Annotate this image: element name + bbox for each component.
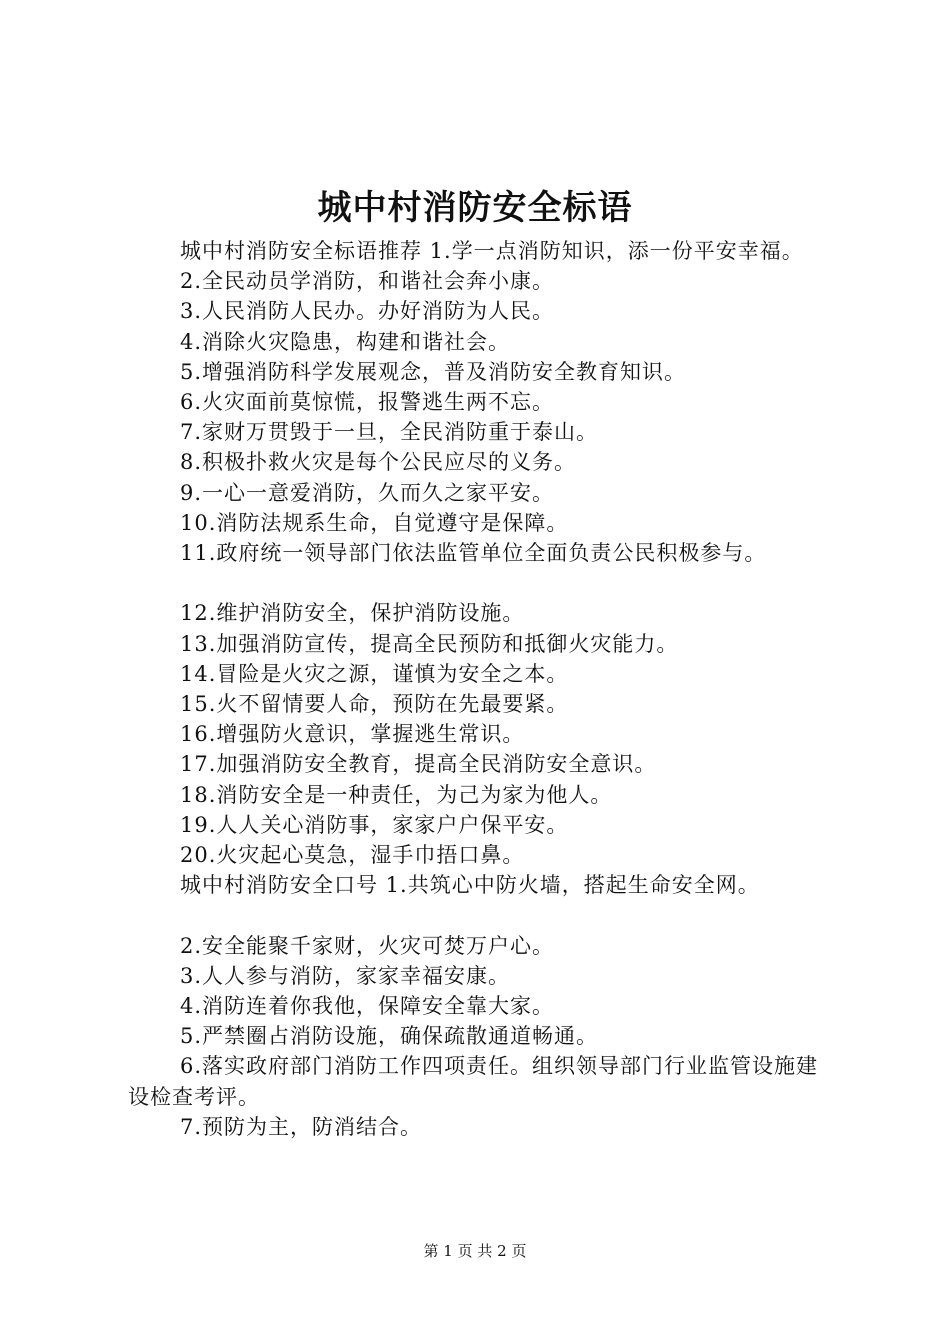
slogan-paragraph: 11.政府统一领导部门依法监管单位全面负责公民积极参与。 — [180, 541, 767, 566]
slogan-paragraph: 14.冒险是火灾之源，谨慎为安全之本。 — [180, 661, 569, 686]
slogan-paragraph: 2.安全能聚千家财，火灾可焚万户心。 — [180, 933, 555, 958]
slogan-paragraph: 7.家财万贯毁于一旦，全民消防重于泰山。 — [180, 420, 599, 445]
slogan-paragraph: 6.落实政府部门消防工作四项责任。组织领导部门行业监管设施建设检查考评。 — [128, 1054, 819, 1109]
slogan-paragraph: 13.加强消防宣传，提高全民预防和抵御火灾能力。 — [180, 631, 679, 656]
slogan-paragraph: 城中村消防安全口号 1.共筑心中防火墙，搭起生命安全网。 — [180, 873, 760, 898]
page-title: 城中村消防安全标语 — [317, 188, 633, 228]
slogan-paragraph: 3.人人参与消防，家家幸福安康。 — [180, 963, 511, 988]
slogan-paragraph: 城中村消防安全标语推荐 1.学一点消防知识，添一份平安幸福。 — [180, 239, 804, 263]
slogan-paragraph: 5.增强消防科学发展观念，普及消防安全教育知识。 — [180, 359, 687, 384]
slogan-paragraph: 18.消防安全是一种责任，为己为家为他人。 — [180, 782, 613, 807]
slogan-paragraph: 2.全民动员学消防，和谐社会奔小康。 — [180, 269, 555, 294]
slogan-paragraph: 8.积极扑救火灾是每个公民应尽的义务。 — [180, 450, 577, 475]
slogan-paragraph: 4.消除火灾隐患，构建和谐社会。 — [180, 329, 511, 354]
slogan-paragraph: 20.火灾起心莫急，湿手巾捂口鼻。 — [180, 843, 525, 868]
slogan-paragraph: 6.火灾面前莫惊慌，报警逃生两不忘。 — [180, 390, 555, 415]
slogan-paragraph: 5.严禁圈占消防设施，确保疏散通道畅通。 — [180, 1024, 599, 1049]
slogan-paragraph: 10.消防法规系生命，自觉遵守是保障。 — [180, 510, 569, 535]
slogan-paragraph: 7.预防为主，防消结合。 — [180, 1114, 423, 1139]
slogan-paragraph: 9.一心一意爱消防，久而久之家平安。 — [180, 480, 555, 505]
slogan-paragraph: 4.消防连着你我他，保障安全靠大家。 — [180, 994, 555, 1019]
slogan-paragraph: 19.人人关心消防事，家家户户保平安。 — [180, 812, 569, 837]
page-footer: 第 1 页 共 2 页 — [423, 1242, 527, 1260]
slogan-paragraph: 3.人民消防人民办。办好消防为人民。 — [180, 299, 555, 324]
slogan-paragraph: 16.增强防火意识，掌握逃生常识。 — [180, 722, 525, 747]
slogan-paragraph: 12.维护消防安全，保护消防设施。 — [180, 601, 525, 626]
slogan-paragraph: 17.加强消防安全教育，提高全民消防安全意识。 — [180, 752, 657, 777]
document-body — [128, 236, 838, 1142]
slogan-paragraph: 15.火不留情要人命，预防在先最要紧。 — [180, 692, 569, 717]
